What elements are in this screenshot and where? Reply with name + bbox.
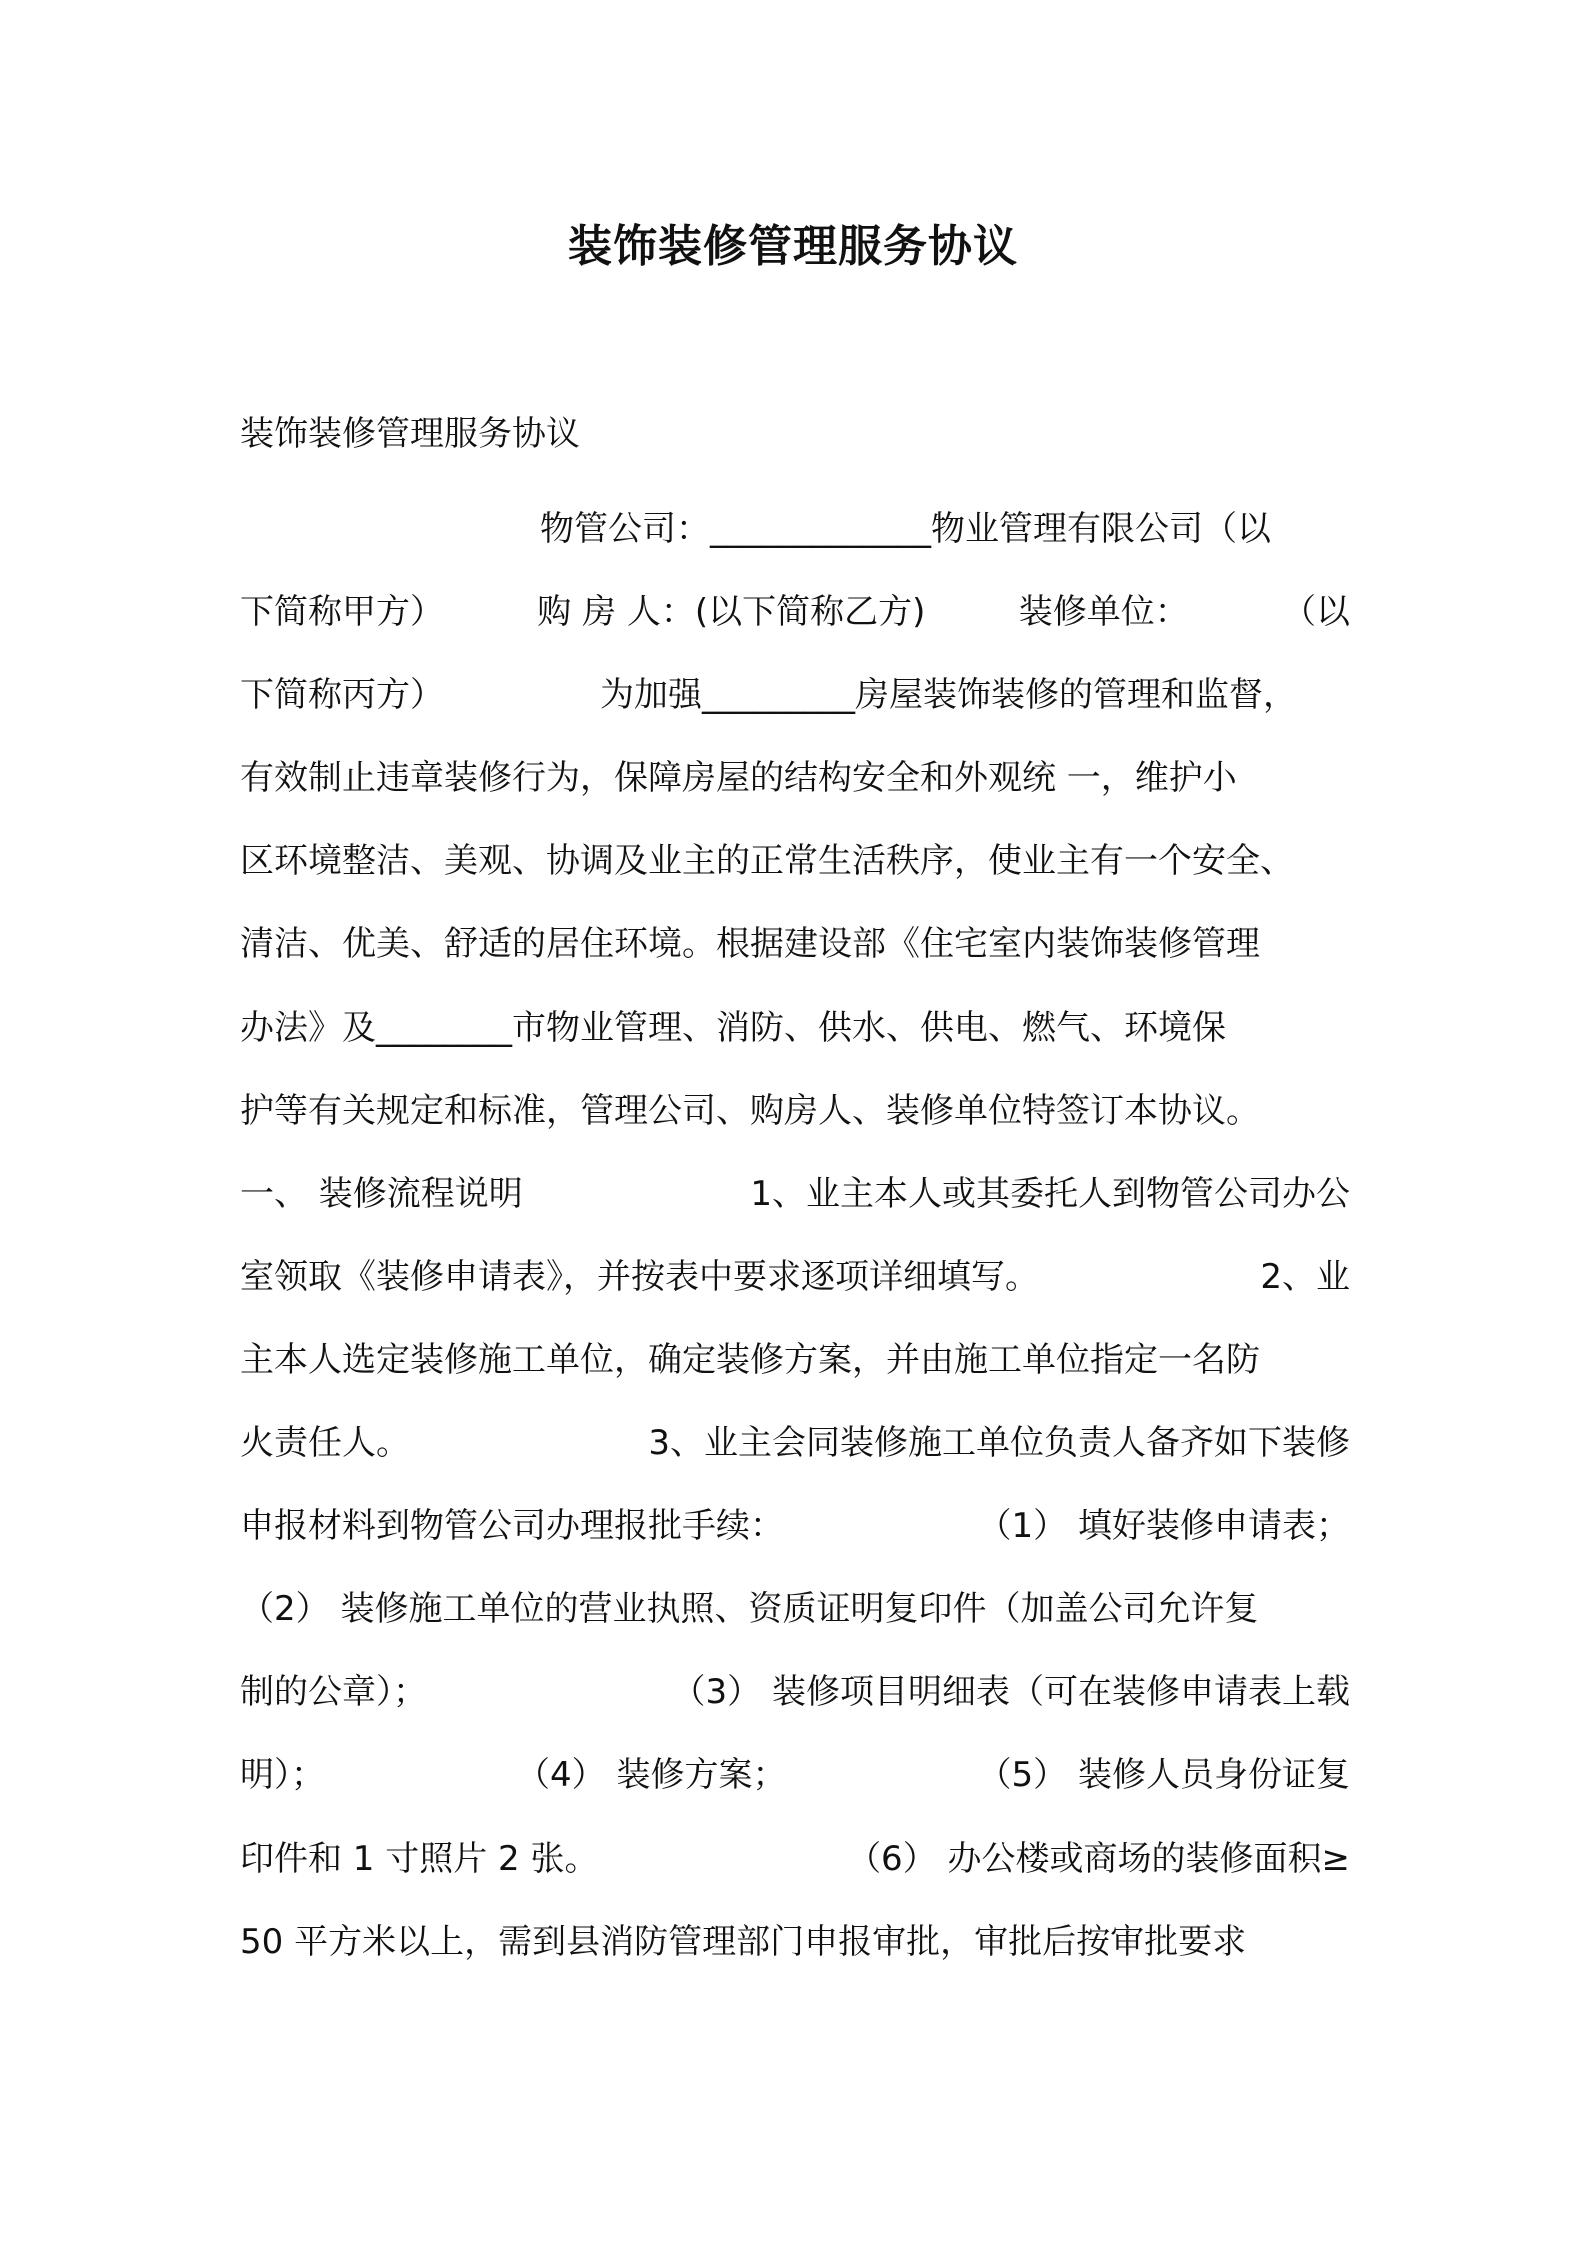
paragraph-line [240,1568,1350,1651]
text-segment: 区环境整洁、美观、协调及业主的正常生活秩序，使业主有一个安全、 [240,841,1294,882]
paragraph-line [240,1070,1350,1153]
paragraph-line [240,903,1350,986]
paragraph-line [240,1901,1350,1984]
document-body [240,488,1350,1984]
text-segment: 下简称丙方） [240,675,444,716]
text-segment: 办法》及________市物业管理、消防、供水、供电、燃气、环境保 [240,1007,1226,1048]
paragraph-line [240,1485,1350,1568]
text-segment: 装修单位： [1018,592,1189,633]
paragraph-line [240,1734,1350,1817]
paragraph-line [240,987,1350,1070]
document-title: 装饰装修管理服务协议 [568,221,1018,272]
text-segment: 一、 装修流程说明 [240,1173,523,1214]
paragraph-line [240,1319,1350,1402]
text-segment: （4） 装修方案； [516,1755,787,1796]
text-segment: （6） 办公楼或商场的装修面积≥ [847,1838,1350,1879]
text-segment: 为加强_________房屋装饰装修的管理和监督， [600,675,1297,716]
text-segment: 清洁、优美、舒适的居住环境。根据建设部《住宅室内装饰装修管理 [240,924,1260,965]
text-segment: 制的公章）； [240,1672,427,1713]
paragraph-line [240,1153,1350,1236]
text-segment: 50 平方米以上，需到县消防管理部门申报审批，审批后按审批要求 [240,1921,1247,1962]
paragraph-line [240,1651,1350,1734]
document-subtitle: 装饰装修管理服务协议 [240,414,580,454]
text-segment: （2） 装修施工单位的营业执照、资质证明复印件（加盖公司允许复 [240,1589,1259,1630]
paragraph-line [240,737,1350,820]
text-segment: （以 [1282,592,1350,633]
text-segment: 明）； [240,1755,325,1796]
text-segment: 主本人选定装修施工单位，确定装修方案，并由施工单位指定一名防 [240,1339,1260,1380]
paragraph-line [240,571,1350,654]
text-segment: 火责任人。 [240,1423,410,1464]
text-segment: 印件和 1 寸照片 2 张。 [240,1838,599,1879]
text-segment: 购 房 人：(以下简称乙方) [537,592,926,633]
text-segment: 2、业 [1260,1256,1350,1297]
paragraph-line [240,820,1350,903]
paragraph-line [240,1818,1350,1901]
text-segment: 护等有关规定和标准，管理公司、购房人、装修单位特签订本协议。 [240,1090,1260,1131]
text-segment: （5） 装修人员身份证复 [977,1755,1350,1796]
text-segment: 下简称甲方） [240,592,444,633]
text-segment: 3、业主会同装修施工单位负责人备齐如下装修 [648,1423,1350,1464]
text-segment: 物管公司：_____________物业管理有限公司（以 [540,509,1271,549]
paragraph-line [240,1402,1350,1485]
text-segment: 申报材料到物管公司办理报批手续： [240,1506,784,1547]
text-segment: 室领取《装修申请表》，并按表中要求逐项详细填写。 [240,1256,1039,1297]
paragraph-line [240,654,1350,737]
paragraph-line [240,488,1350,571]
text-segment: （1） 填好装修申请表； [977,1506,1350,1547]
text-segment: 有效制止违章装修行为，保障房屋的结构安全和外观统 一，维护小 [240,758,1237,799]
text-segment: （3） 装修项目明细表（可在装修申请表上载 [671,1672,1350,1713]
text-segment: 1、业主本人或其委托人到物管公司办公 [750,1173,1350,1214]
paragraph-line [240,1236,1350,1319]
